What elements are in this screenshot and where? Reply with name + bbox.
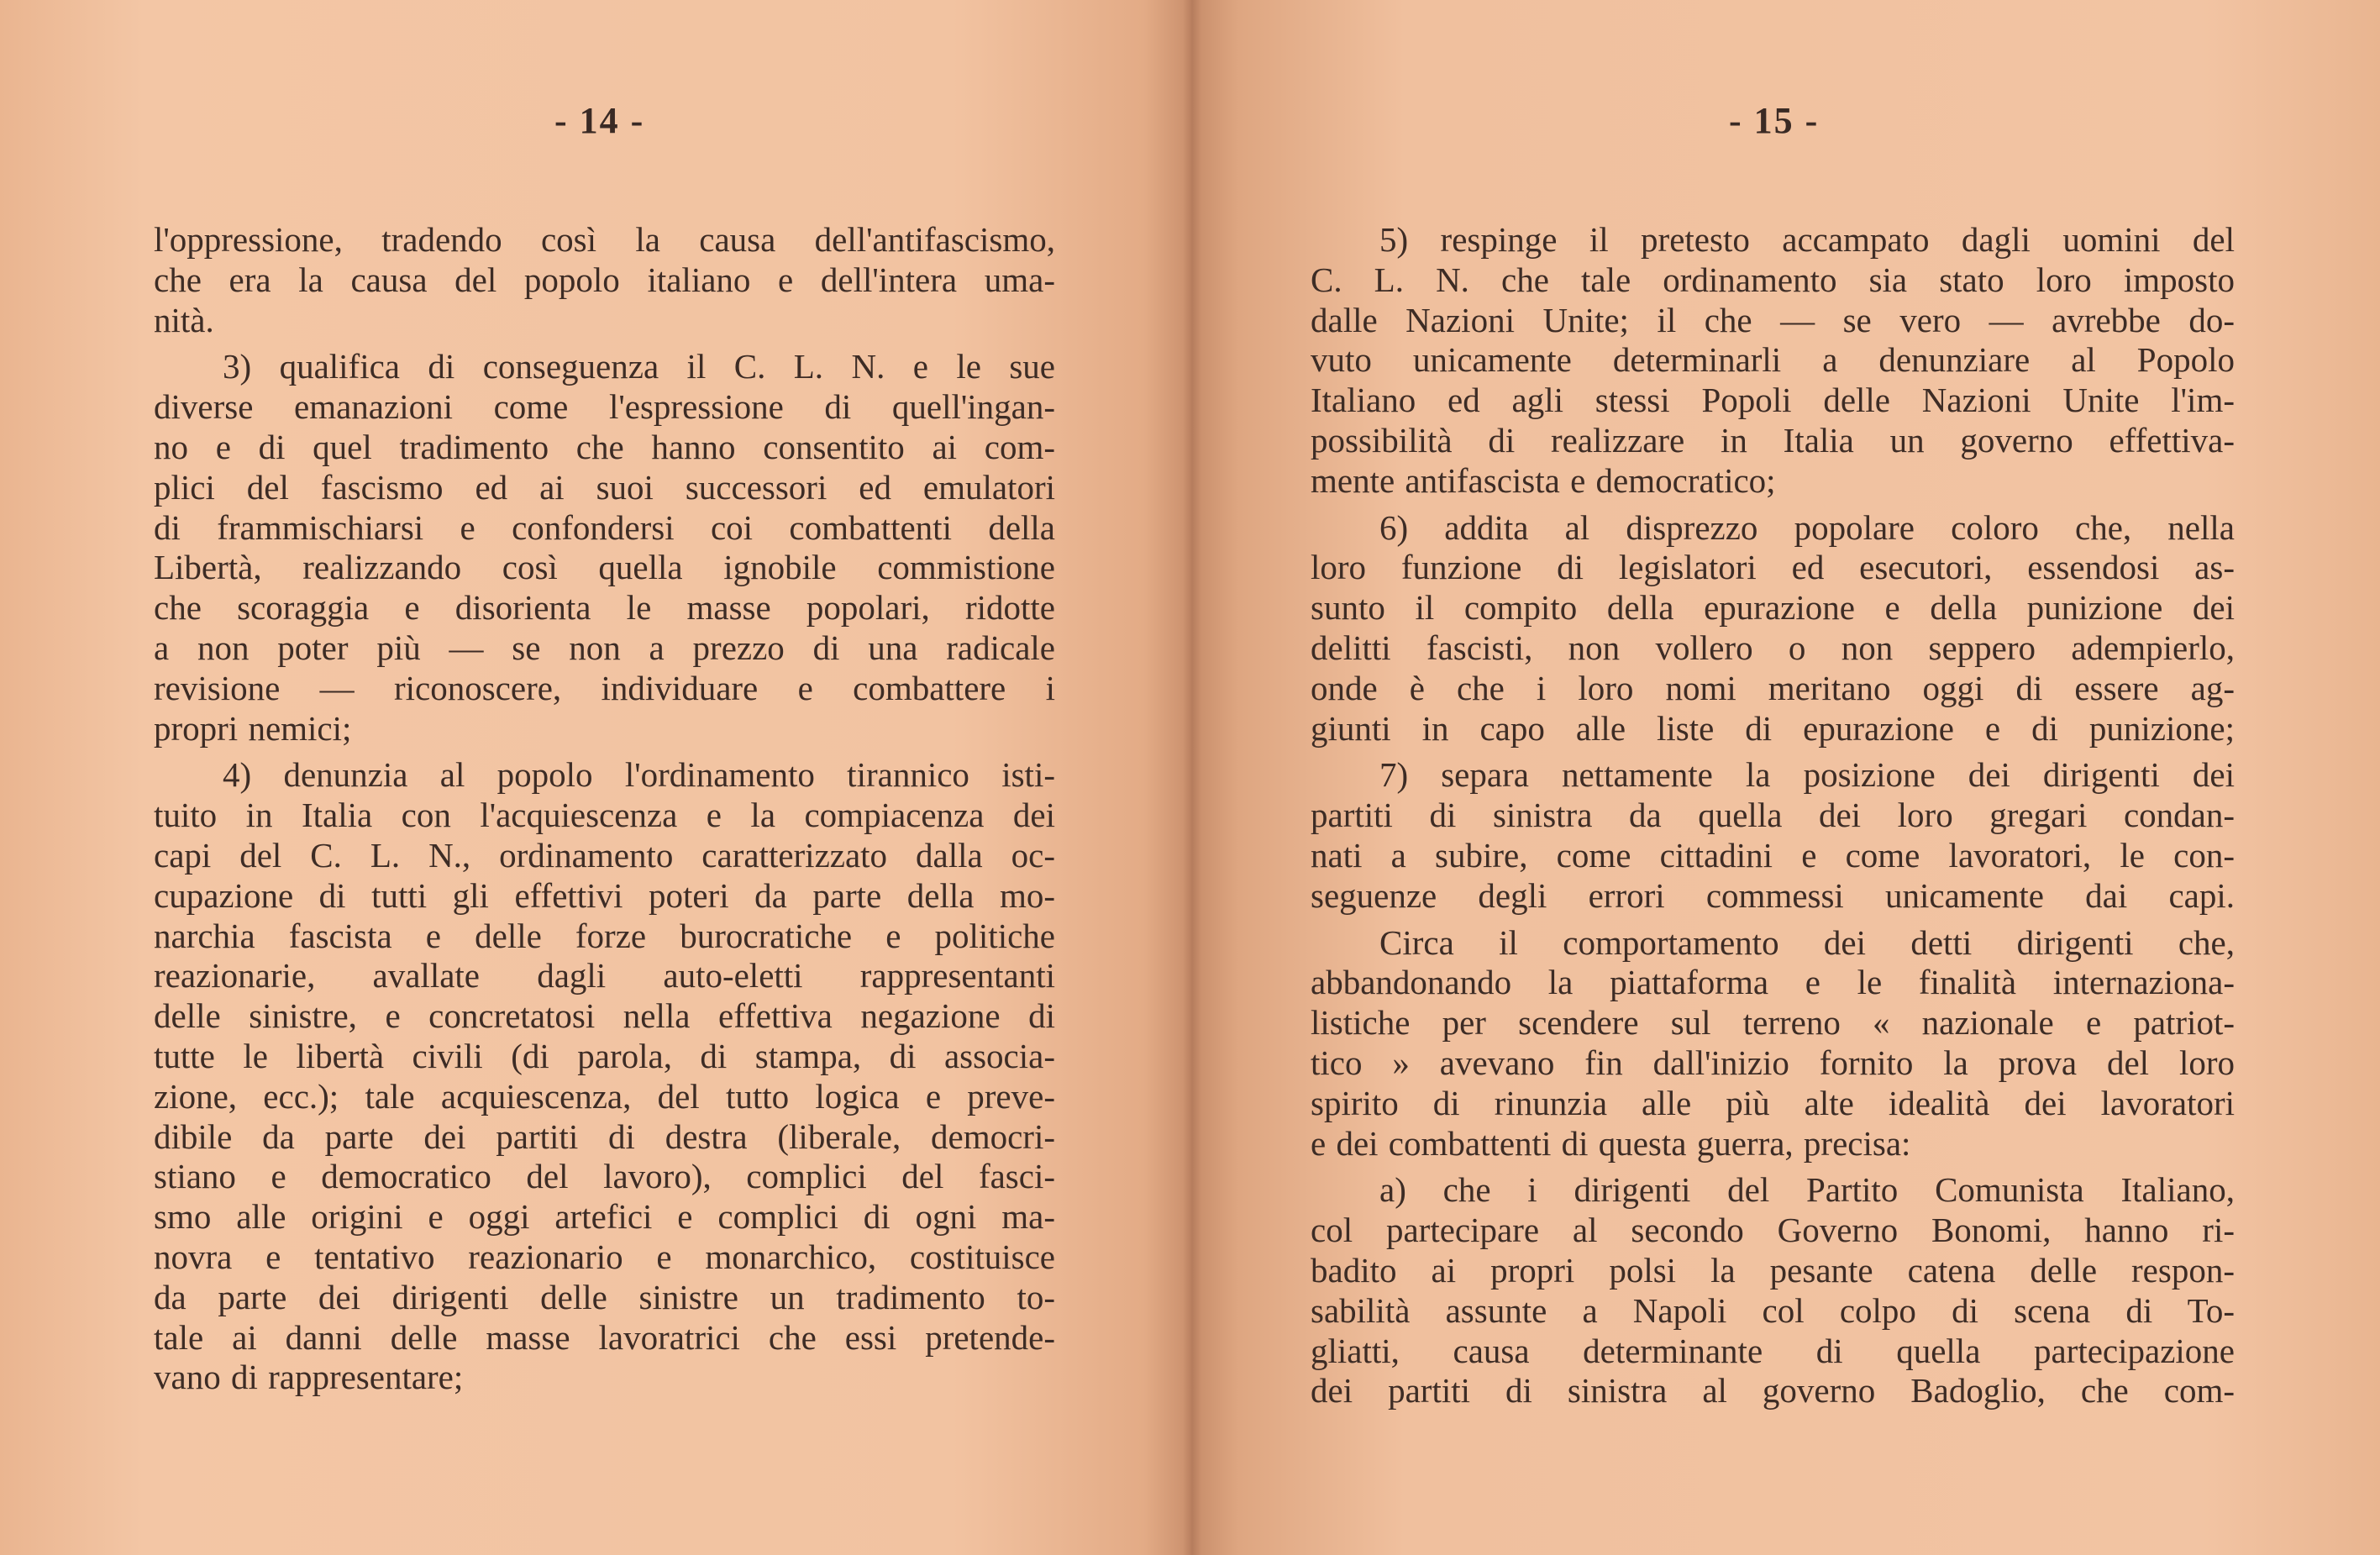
- text-line: spirito di rinunzia alle più alte idealità dei lavoratori: [1311, 1083, 2235, 1122]
- text-line: Circa il comportamento dei detti dirigenti che,: [1379, 922, 2235, 962]
- text-line: sabilità assunte a Napoli col colpo di scena di To-: [1311, 1290, 2235, 1330]
- text-line: partiti di sinistra da quella dei loro gregari condan-: [1311, 796, 2235, 835]
- text-line: cupazione di tutti gli effettivi poteri da parte della mo-: [154, 875, 1055, 915]
- text-line: e dei combattenti di questa guerra, precisa:: [1311, 1123, 1911, 1163]
- page-number-left: - 14 -: [554, 100, 645, 141]
- text-line: dibile da parte dei partiti di destra (liberale, democri-: [154, 1116, 1055, 1156]
- text-line: l'oppressione, tradendo così la causa dell'antifascismo,: [154, 220, 1055, 259]
- text-line: loro funzione di legislatori ed esecutori, essendosi as-: [1311, 548, 2235, 587]
- text-line: giunti in capo alle liste di epurazione e di punizione;: [1311, 708, 2235, 748]
- text-line: revisione — riconoscere, individuare e combattere i: [154, 668, 1055, 707]
- text-line: novra e tentativo reazionario e monarchico, costituisce: [154, 1237, 1055, 1276]
- text-line: 5) respinge il pretesto accampato dagli uomini del: [1379, 220, 2235, 259]
- text-line: tuito in Italia con l'acquiescenza e la compiacenza dei: [154, 796, 1055, 835]
- right-page-text: [1311, 220, 2235, 1411]
- text-line: Libertà, realizzando così quella ignobile commistione: [154, 548, 1055, 587]
- text-line: col partecipare al secondo Governo Bonomi, hanno ri-: [1311, 1211, 2235, 1250]
- text-line: dalle Nazioni Unite; il che — se vero — avrebbe do-: [1311, 300, 2235, 339]
- text-line: seguenze degli errori commessi unicamente dai capi.: [1311, 875, 2235, 915]
- text-line: stiano e democratico del lavoro), complici del fasci-: [154, 1157, 1055, 1196]
- text-line: Italiano ed agli stessi Popoli delle Nazioni Unite l'im-: [1311, 381, 2235, 420]
- text-line: di frammischiarsi e confondersi coi combattenti della: [154, 507, 1055, 547]
- text-line: 6) addita al disprezzo popolare coloro che, nella: [1379, 507, 2235, 547]
- page-number-right: - 15 -: [1729, 100, 1820, 141]
- text-line: dei partiti di sinistra al governo Badoglio, che com-: [1311, 1371, 2235, 1411]
- text-line: listiche per scendere sul terreno « nazionale e patriot-: [1311, 1003, 2235, 1043]
- text-line: 3) qualifica di conseguenza il C. L. N. e le sue: [223, 347, 1055, 386]
- text-line: sunto il compito della epurazione e della punizione dei: [1311, 588, 2235, 628]
- text-line: abbandonando la piattaforma e le finalità internaziona-: [1311, 963, 2235, 1002]
- text-line: zione, ecc.); tale acquiescenza, del tutto logica e preve-: [154, 1076, 1055, 1116]
- text-line: gliatti, causa determinante di quella partecipazione: [1311, 1331, 2235, 1370]
- text-line: onde è che i loro nomi meritano oggi di essere ag-: [1311, 668, 2235, 707]
- text-line: delle sinistre, e concretatosi nella effettiva negazione di: [154, 996, 1055, 1036]
- text-line: nati a subire, come cittadini e come lavoratori, le con-: [1311, 835, 2235, 875]
- text-line: 4) denunzia al popolo l'ordinamento tirannico isti-: [223, 755, 1055, 795]
- text-line: vano di rappresentare;: [154, 1358, 464, 1397]
- text-line: diverse emanazioni come l'espressione di quell'ingan-: [154, 387, 1055, 427]
- text-line: no e di quel tradimento che hanno consentito ai com-: [154, 427, 1055, 466]
- right-page: [1191, 0, 2380, 1555]
- text-line: delitti fascisti, non vollero o non seppero adempierlo,: [1311, 628, 2235, 667]
- text-line: tutte le libertà civili (di parola, di stampa, di associa-: [154, 1036, 1055, 1075]
- text-line: propri nemici;: [154, 708, 352, 748]
- text-line: a) che i dirigenti del Partito Comunista Italiano,: [1379, 1170, 2235, 1210]
- text-line: vuto unicamente determinarli a denunziare al Popolo: [1311, 340, 2235, 380]
- text-line: smo alle origini e oggi artefici e complici di ogni ma-: [154, 1197, 1055, 1237]
- text-line: possibilità di realizzare in Italia un governo effettiva-: [1311, 420, 2235, 460]
- text-line: 7) separa nettamente la posizione dei dirigenti dei: [1379, 755, 2235, 795]
- text-line: badito ai propri polsi la pesante catena delle respon-: [1311, 1250, 2235, 1290]
- text-line: a non poter più — se non a prezzo di una radicale: [154, 628, 1055, 667]
- text-line: mente antifascista e democratico;: [1311, 460, 1776, 500]
- text-line: che era la causa del popolo italiano e dell'intera uma-: [154, 260, 1055, 299]
- book-gutter: [1183, 0, 1201, 1555]
- text-line: da parte dei dirigenti delle sinistre un tradimento to-: [154, 1277, 1055, 1316]
- text-line: che scoraggia e disorienta le masse popolari, ridotte: [154, 588, 1055, 628]
- text-line: tale ai danni delle masse lavoratrici che essi pretende-: [154, 1317, 1055, 1357]
- text-line: narchia fascista e delle forze burocratiche e politiche: [154, 916, 1055, 955]
- text-line: reazionarie, avallate dagli auto-eletti rappresentanti: [154, 956, 1055, 996]
- text-line: C. L. N. che tale ordinamento sia stato loro imposto: [1311, 260, 2235, 299]
- left-page-text: [154, 220, 1055, 1398]
- text-line: capi del C. L. N., ordinamento caratterizzato dalla oc-: [154, 835, 1055, 875]
- text-line: tico » avevano fin dall'inizio fornito la prova del loro: [1311, 1043, 2235, 1082]
- text-line: plici del fascismo ed ai suoi successori ed emulatori: [154, 467, 1055, 507]
- text-line: nità.: [154, 300, 214, 339]
